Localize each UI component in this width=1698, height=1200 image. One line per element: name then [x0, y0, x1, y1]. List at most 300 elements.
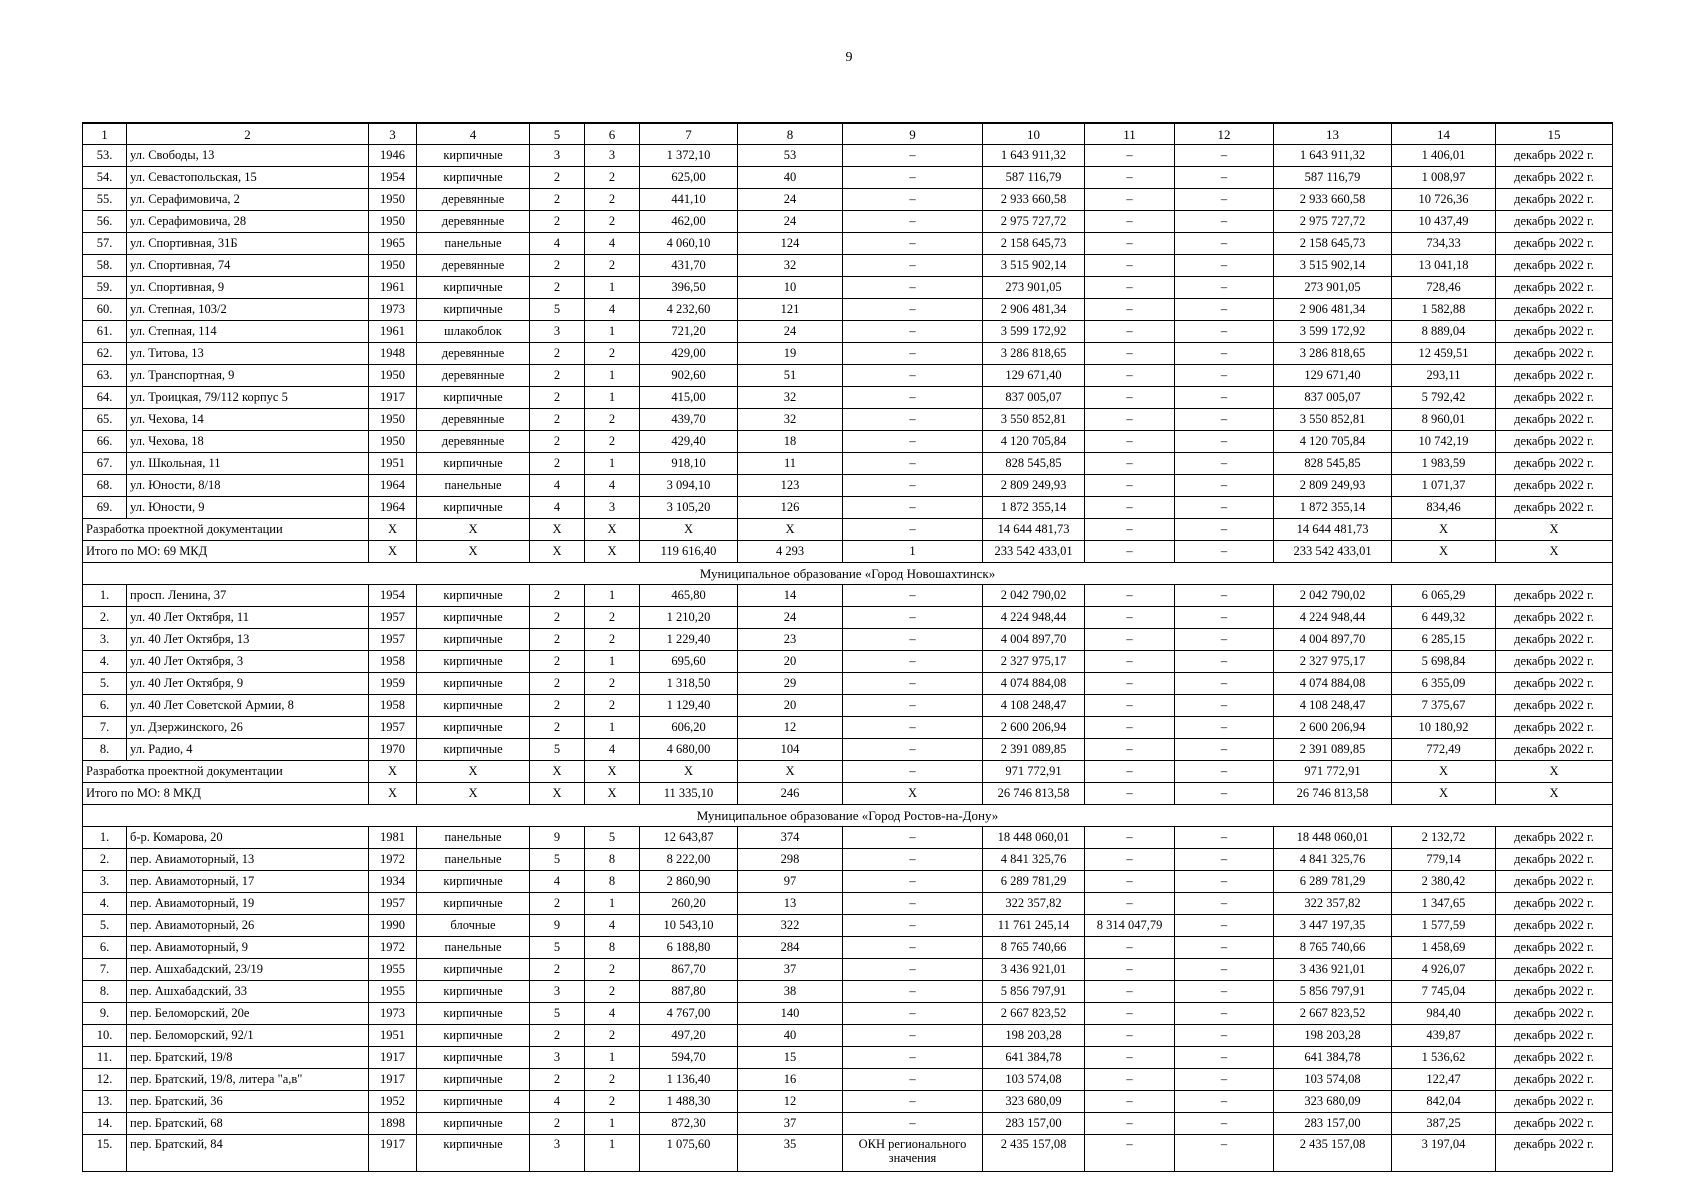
table-row — [83, 343, 1613, 365]
address-cell: пер. Братский, 36 — [127, 1091, 369, 1113]
table-cell: 984,40 — [1392, 1003, 1496, 1025]
table-cell: X — [369, 783, 417, 805]
table-cell: – — [1085, 497, 1175, 519]
table-cell: – — [1175, 1047, 1274, 1069]
table-cell: декабрь 2022 г. — [1496, 607, 1613, 629]
row-number-cell: 12. — [83, 1069, 127, 1091]
table-cell: 1 — [585, 1047, 640, 1069]
table-cell: 198 203,28 — [983, 1025, 1085, 1047]
table-cell: 37 — [738, 1113, 843, 1135]
table-cell: декабрь 2022 г. — [1496, 387, 1613, 409]
table-cell: 26 746 813,58 — [983, 783, 1085, 805]
table-cell: 887,80 — [640, 981, 738, 1003]
table-cell: – — [1085, 145, 1175, 167]
row-number-cell: 53. — [83, 145, 127, 167]
table-cell: 1 — [585, 365, 640, 387]
table-cell: кирпичные — [417, 607, 530, 629]
table-cell: 1952 — [369, 1091, 417, 1113]
table-cell: 2 — [530, 1025, 585, 1047]
table-cell: 2 — [530, 673, 585, 695]
table-cell: X — [369, 541, 417, 563]
table-cell: – — [1175, 431, 1274, 453]
table-cell: 1 136,40 — [640, 1069, 738, 1091]
table-cell: 1934 — [369, 871, 417, 893]
table-cell: 8 960,01 — [1392, 409, 1496, 431]
table-cell: 12 643,87 — [640, 827, 738, 849]
table-cell: 2 — [530, 651, 585, 673]
table-cell: 1 983,59 — [1392, 453, 1496, 475]
row-number-cell: 7. — [83, 717, 127, 739]
table-cell: – — [1175, 651, 1274, 673]
row-number-cell: 8. — [83, 981, 127, 1003]
table-cell: 1 872 355,14 — [1274, 497, 1392, 519]
header-cell: 1 — [83, 123, 127, 145]
table-cell: 2 — [530, 629, 585, 651]
table-cell: 3 599 172,92 — [1274, 321, 1392, 343]
table-cell: 4 — [585, 475, 640, 497]
table-cell: – — [1085, 673, 1175, 695]
header-cell: 8 — [738, 123, 843, 145]
table-cell: кирпичные — [417, 1025, 530, 1047]
table-cell: 415,00 — [640, 387, 738, 409]
address-cell: пер. Беломорский, 20е — [127, 1003, 369, 1025]
table-cell: деревянные — [417, 365, 530, 387]
table-cell: 734,33 — [1392, 233, 1496, 255]
table-cell: 4 841 325,76 — [983, 849, 1085, 871]
table-cell: 1 318,50 — [640, 673, 738, 695]
row-number-cell: 14. — [83, 1113, 127, 1135]
table-cell: X — [585, 783, 640, 805]
table-cell: – — [843, 299, 983, 321]
table-cell: – — [1085, 585, 1175, 607]
table-cell: 1 872 355,14 — [983, 497, 1085, 519]
table-cell: 32 — [738, 255, 843, 277]
table-row — [83, 849, 1613, 871]
table-cell: декабрь 2022 г. — [1496, 255, 1613, 277]
table-cell: 8 222,00 — [640, 849, 738, 871]
table-cell: – — [843, 343, 983, 365]
table-cell: шлакоблок — [417, 321, 530, 343]
table-cell: 8 — [585, 849, 640, 871]
table-cell: 606,20 — [640, 717, 738, 739]
table-cell: 1951 — [369, 1025, 417, 1047]
table-cell: 1 — [843, 541, 983, 563]
table-cell: декабрь 2022 г. — [1496, 1003, 1613, 1025]
table-cell: – — [1085, 1069, 1175, 1091]
table-cell: – — [1175, 145, 1274, 167]
address-cell: ул. 40 Лет Октября, 3 — [127, 651, 369, 673]
table-cell: 2 — [585, 167, 640, 189]
table-cell: 11 761 245,14 — [983, 915, 1085, 937]
table-cell: декабрь 2022 г. — [1496, 1069, 1613, 1091]
table-cell: панельные — [417, 937, 530, 959]
address-cell: ул. Спортивная, 74 — [127, 255, 369, 277]
table-cell: кирпичные — [417, 871, 530, 893]
table-cell: – — [1175, 321, 1274, 343]
table-cell: 12 — [738, 717, 843, 739]
table-cell: – — [1175, 783, 1274, 805]
table-cell: 10 742,19 — [1392, 431, 1496, 453]
table-cell: – — [843, 761, 983, 783]
table-cell: – — [1175, 255, 1274, 277]
header-cell: 2 — [127, 123, 369, 145]
table-cell: 40 — [738, 167, 843, 189]
table-cell: – — [843, 475, 983, 497]
table-cell: – — [843, 321, 983, 343]
table-cell: 2 — [585, 255, 640, 277]
table-cell: блочные — [417, 915, 530, 937]
table-row — [83, 981, 1613, 1003]
table-cell: – — [1175, 1091, 1274, 1113]
row-number-cell: 2. — [83, 607, 127, 629]
table-cell: 828 545,85 — [983, 453, 1085, 475]
table-cell: 3 515 902,14 — [1274, 255, 1392, 277]
table-cell: 2 — [530, 277, 585, 299]
table-cell: 1898 — [369, 1113, 417, 1135]
table-cell: декабрь 2022 г. — [1496, 629, 1613, 651]
municipality-name: Муниципальное образование «Город Новошахтинск» — [83, 563, 1613, 585]
table-cell: 2 132,72 — [1392, 827, 1496, 849]
table-cell: 2 — [585, 1025, 640, 1047]
table-cell: декабрь 2022 г. — [1496, 849, 1613, 871]
table-cell: 9 — [530, 915, 585, 937]
summary-row — [83, 761, 1613, 783]
column-number-header — [83, 123, 1613, 145]
table-cell: 1 — [585, 453, 640, 475]
table-cell: декабрь 2022 г. — [1496, 145, 1613, 167]
table-row — [83, 277, 1613, 299]
table-cell: 14 644 481,73 — [1274, 519, 1392, 541]
table-cell: 29 — [738, 673, 843, 695]
table-cell: X — [585, 761, 640, 783]
table-cell: – — [1175, 475, 1274, 497]
table-cell: 5 — [585, 827, 640, 849]
table-cell: декабрь 2022 г. — [1496, 431, 1613, 453]
row-number-cell: 67. — [83, 453, 127, 475]
table-cell: – — [843, 145, 983, 167]
row-number-cell: 55. — [83, 189, 127, 211]
summary-label: Разработка проектной документации — [83, 519, 369, 541]
header-cell: 14 — [1392, 123, 1496, 145]
table-cell: – — [1085, 761, 1175, 783]
table-cell: 1965 — [369, 233, 417, 255]
table-cell: 4 — [585, 299, 640, 321]
table-cell: 14 644 481,73 — [983, 519, 1085, 541]
table-cell: 641 384,78 — [983, 1047, 1085, 1069]
address-cell: ул. Степная, 114 — [127, 321, 369, 343]
table-cell: 32 — [738, 409, 843, 431]
table-cell: 2 327 975,17 — [1274, 651, 1392, 673]
table-cell: – — [1085, 189, 1175, 211]
table-cell: 103 574,08 — [1274, 1069, 1392, 1091]
table-cell: – — [1175, 585, 1274, 607]
housing-register-table — [82, 122, 1613, 1172]
table-cell: – — [1175, 717, 1274, 739]
table-cell: декабрь 2022 г. — [1496, 893, 1613, 915]
table-cell: 695,60 — [640, 651, 738, 673]
table-cell: 2 391 089,85 — [983, 739, 1085, 761]
table-cell: 2 — [530, 1069, 585, 1091]
table-cell: 1 — [585, 277, 640, 299]
table-row — [83, 145, 1613, 167]
table-cell: – — [1175, 497, 1274, 519]
table-cell: – — [843, 1047, 983, 1069]
table-cell: 26 746 813,58 — [1274, 783, 1392, 805]
table-cell: 3 515 902,14 — [983, 255, 1085, 277]
table-cell: 4 — [530, 1091, 585, 1113]
table-cell: 1917 — [369, 1047, 417, 1069]
table-cell: 4 120 705,84 — [1274, 431, 1392, 453]
table-cell: 872,30 — [640, 1113, 738, 1135]
table-cell: – — [1085, 629, 1175, 651]
table-cell: X — [530, 783, 585, 805]
table-cell: 1973 — [369, 299, 417, 321]
table-cell: 3 550 852,81 — [1274, 409, 1392, 431]
table-cell: 2 — [530, 211, 585, 233]
row-number-cell: 4. — [83, 893, 127, 915]
table-cell: 6 449,32 — [1392, 607, 1496, 629]
table-cell: 3 447 197,35 — [1274, 915, 1392, 937]
row-number-cell: 54. — [83, 167, 127, 189]
table-cell: 594,70 — [640, 1047, 738, 1069]
table-cell: 9 — [530, 827, 585, 849]
table-cell: – — [1175, 607, 1274, 629]
table-cell: 2 — [530, 717, 585, 739]
address-cell: ул. Юности, 9 — [127, 497, 369, 519]
table-cell: 396,50 — [640, 277, 738, 299]
table-cell: 322 — [738, 915, 843, 937]
table-cell: 2 — [530, 607, 585, 629]
table-cell: – — [843, 233, 983, 255]
address-cell: ул. Дзержинского, 26 — [127, 717, 369, 739]
table-row — [83, 607, 1613, 629]
header-cell: 10 — [983, 123, 1085, 145]
table-cell: 439,70 — [640, 409, 738, 431]
table-cell: – — [1175, 453, 1274, 475]
table-cell: 387,25 — [1392, 1113, 1496, 1135]
table-cell: декабрь 2022 г. — [1496, 475, 1613, 497]
table-cell: 2 — [530, 343, 585, 365]
table-row — [83, 1003, 1613, 1025]
table-cell: – — [1175, 277, 1274, 299]
table-cell: 103 574,08 — [983, 1069, 1085, 1091]
address-cell: пер. Братский, 19/8 — [127, 1047, 369, 1069]
table-cell: – — [1085, 211, 1175, 233]
table-cell: – — [1085, 981, 1175, 1003]
table-cell: декабрь 2022 г. — [1496, 321, 1613, 343]
table-cell: кирпичные — [417, 981, 530, 1003]
table-cell: 2 380,42 — [1392, 871, 1496, 893]
row-number-cell: 6. — [83, 937, 127, 959]
table-cell: – — [1175, 673, 1274, 695]
table-row — [83, 1069, 1613, 1091]
table-cell: 1 — [585, 1113, 640, 1135]
table-cell: 283 157,00 — [1274, 1113, 1392, 1135]
table-cell: – — [1085, 871, 1175, 893]
table-cell: 1946 — [369, 145, 417, 167]
table-cell: – — [1085, 1047, 1175, 1069]
table-cell: 2 — [530, 431, 585, 453]
table-cell: X — [369, 519, 417, 541]
summary-label: Разработка проектной документации — [83, 761, 369, 783]
table-cell: 4 074 884,08 — [983, 673, 1085, 695]
table-cell: 298 — [738, 849, 843, 871]
table-cell: 1 347,65 — [1392, 893, 1496, 915]
table-row — [83, 497, 1613, 519]
table-row — [83, 1025, 1613, 1047]
table-cell: – — [843, 893, 983, 915]
table-cell: X — [530, 519, 585, 541]
address-cell: ул. Свободы, 13 — [127, 145, 369, 167]
table-cell: – — [1085, 277, 1175, 299]
table-cell: X — [1496, 519, 1613, 541]
table-cell: 1 229,40 — [640, 629, 738, 651]
table-cell: – — [1175, 871, 1274, 893]
table-cell: – — [1085, 409, 1175, 431]
table-cell: 828 545,85 — [1274, 453, 1392, 475]
table-cell: – — [1175, 695, 1274, 717]
table-cell: 16 — [738, 1069, 843, 1091]
table-cell: 465,80 — [640, 585, 738, 607]
table-cell: – — [843, 497, 983, 519]
table-cell: 2 — [585, 431, 640, 453]
table-cell: 3 — [530, 981, 585, 1003]
row-number-cell: 63. — [83, 365, 127, 387]
table-cell: 2 — [585, 1069, 640, 1091]
table-cell: – — [843, 409, 983, 431]
table-cell: декабрь 2022 г. — [1496, 497, 1613, 519]
table-cell: – — [843, 277, 983, 299]
table-cell: X — [417, 541, 530, 563]
address-cell: ул. Степная, 103/2 — [127, 299, 369, 321]
address-cell: пер. Братский, 68 — [127, 1113, 369, 1135]
table-cell: 12 — [738, 1091, 843, 1113]
table-cell: декабрь 2022 г. — [1496, 211, 1613, 233]
table-cell: – — [843, 1003, 983, 1025]
table-cell: 1 — [585, 651, 640, 673]
table-cell: X — [530, 761, 585, 783]
table-cell: деревянные — [417, 343, 530, 365]
table-cell: – — [1085, 959, 1175, 981]
address-cell: ул. Севастопольская, 15 — [127, 167, 369, 189]
table-row — [83, 959, 1613, 981]
table-cell: 2 — [585, 189, 640, 211]
row-number-cell: 6. — [83, 695, 127, 717]
table-cell: – — [1085, 475, 1175, 497]
table-cell: 273 901,05 — [983, 277, 1085, 299]
table-cell: – — [1175, 211, 1274, 233]
table-cell: 4 232,60 — [640, 299, 738, 321]
row-number-cell: 61. — [83, 321, 127, 343]
table-cell: 1 536,62 — [1392, 1047, 1496, 1069]
table-cell: – — [1175, 629, 1274, 651]
address-cell: пер. Авиамоторный, 13 — [127, 849, 369, 871]
table-cell: – — [1175, 739, 1274, 761]
table-cell: 53 — [738, 145, 843, 167]
table-cell: 19 — [738, 343, 843, 365]
table-cell: 4 293 — [738, 541, 843, 563]
address-cell: ул. Юности, 8/18 — [127, 475, 369, 497]
table-cell: – — [843, 1025, 983, 1047]
table-cell: 1 577,59 — [1392, 915, 1496, 937]
table-cell: 4 — [585, 233, 640, 255]
table-cell: 1 071,37 — [1392, 475, 1496, 497]
table-row — [83, 365, 1613, 387]
table-cell: – — [1175, 343, 1274, 365]
address-cell: пер. Ашхабадский, 23/19 — [127, 959, 369, 981]
table-cell: – — [1085, 541, 1175, 563]
row-number-cell: 1. — [83, 585, 127, 607]
table-cell: 721,20 — [640, 321, 738, 343]
table-cell: – — [1175, 849, 1274, 871]
row-number-cell: 60. — [83, 299, 127, 321]
table-cell: 1 — [585, 1135, 640, 1172]
table-cell: 10 180,92 — [1392, 717, 1496, 739]
municipality-group-row — [83, 563, 1613, 585]
table-cell: 2 435 157,08 — [1274, 1135, 1392, 1172]
table-cell: 3 105,20 — [640, 497, 738, 519]
table-cell: 4 — [530, 475, 585, 497]
table-cell: 3 — [530, 1135, 585, 1172]
table-cell: 322 357,82 — [983, 893, 1085, 915]
table-cell: 121 — [738, 299, 843, 321]
row-number-cell: 64. — [83, 387, 127, 409]
table-cell: X — [738, 761, 843, 783]
table-cell: 6 355,09 — [1392, 673, 1496, 695]
table-cell: деревянные — [417, 255, 530, 277]
table-cell: 1 458,69 — [1392, 937, 1496, 959]
table-cell: 124 — [738, 233, 843, 255]
table-cell: – — [843, 695, 983, 717]
table-cell: 2 — [585, 343, 640, 365]
table-cell: 246 — [738, 783, 843, 805]
address-cell: ул. Транспортная, 9 — [127, 365, 369, 387]
table-cell: – — [843, 827, 983, 849]
table-cell: 8 765 740,66 — [983, 937, 1085, 959]
row-number-cell: 68. — [83, 475, 127, 497]
table-cell: 918,10 — [640, 453, 738, 475]
table-cell: 8 314 047,79 — [1085, 915, 1175, 937]
table-cell: 2 042 790,02 — [983, 585, 1085, 607]
address-cell: ул. Радио, 4 — [127, 739, 369, 761]
table-cell: 3 — [530, 145, 585, 167]
table-cell: X — [585, 519, 640, 541]
table-cell: 1917 — [369, 1135, 417, 1172]
table-cell: – — [1175, 519, 1274, 541]
address-cell: ул. Спортивная, 9 — [127, 277, 369, 299]
table-cell: кирпичные — [417, 1003, 530, 1025]
table-cell: 2 975 727,72 — [983, 211, 1085, 233]
table-cell: – — [843, 189, 983, 211]
table-cell: 11 335,10 — [640, 783, 738, 805]
address-cell: б-р. Комарова, 20 — [127, 827, 369, 849]
table-cell: 24 — [738, 321, 843, 343]
address-cell: ул. Спортивная, 31Б — [127, 233, 369, 255]
address-cell: пер. Авиамоторный, 9 — [127, 937, 369, 959]
table-cell: 4 108 248,47 — [1274, 695, 1392, 717]
table-cell: 2 158 645,73 — [1274, 233, 1392, 255]
row-number-cell: 9. — [83, 1003, 127, 1025]
table-cell: 4 — [530, 233, 585, 255]
table-cell: 6 065,29 — [1392, 585, 1496, 607]
table-cell: декабрь 2022 г. — [1496, 585, 1613, 607]
table-cell: 4 926,07 — [1392, 959, 1496, 981]
table-cell: – — [843, 673, 983, 695]
table-cell: – — [1085, 607, 1175, 629]
municipality-name: Муниципальное образование «Город Ростов-на-Дону» — [83, 805, 1613, 827]
table-cell: 1 129,40 — [640, 695, 738, 717]
table-cell: 3 599 172,92 — [983, 321, 1085, 343]
